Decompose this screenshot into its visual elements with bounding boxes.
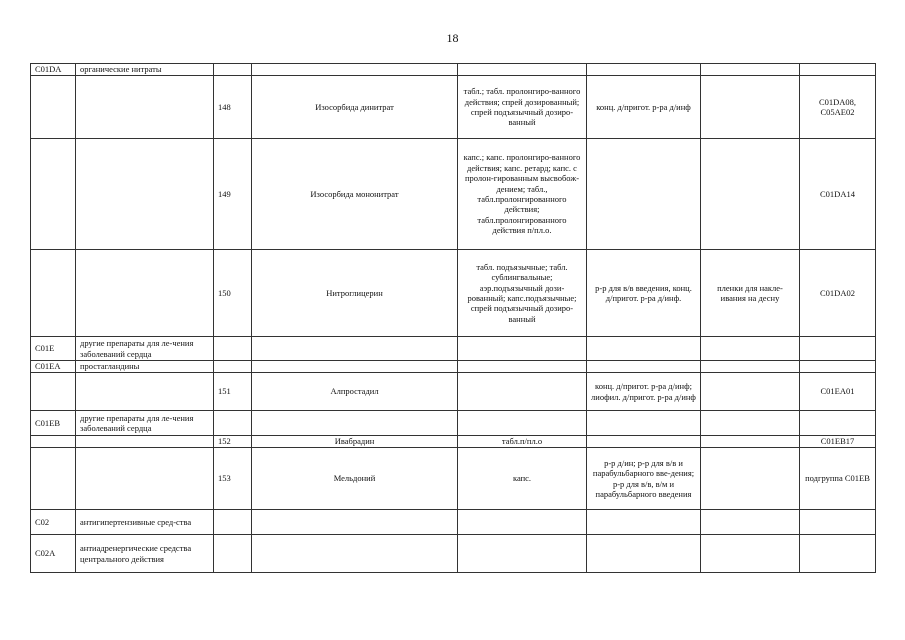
drug-name: Ивабрадин — [252, 436, 458, 448]
dosage-form — [458, 64, 587, 76]
group-name — [76, 373, 214, 411]
atc-code — [800, 361, 876, 373]
atc-code — [800, 337, 876, 361]
dosage-form: табл. подъязычные; табл. сублингвальные; аэр.подъязычный дози-рованный; капс.подъязычные; спрей подъязычный дозиро-ванный — [458, 250, 587, 337]
group-name — [76, 250, 214, 337]
extra-form — [701, 535, 800, 573]
item-number — [214, 411, 252, 436]
atc-group-code: C01EA — [31, 361, 76, 373]
table-row — [31, 139, 876, 250]
atc-code: C01DA08, C05AE02 — [800, 76, 876, 139]
table-row — [31, 337, 876, 361]
atc-group-code: C01DA — [31, 64, 76, 76]
group-name: органические нитраты — [76, 64, 214, 76]
solution-form — [587, 139, 701, 250]
dosage-form: табл.; табл. пролонгиро-ванного действия; спрей дозированный; спрей подъязычный дозиро-ванный — [458, 76, 587, 139]
atc-code — [800, 535, 876, 573]
extra-form — [701, 76, 800, 139]
atc-group-code: C01E — [31, 337, 76, 361]
group-name: антигипертензивные сред-ства — [76, 510, 214, 535]
drug-name — [252, 64, 458, 76]
drug-name: Изосорбида динитрат — [252, 76, 458, 139]
item-number — [214, 337, 252, 361]
atc-code: подгруппа C01EB — [800, 448, 876, 510]
extra-form — [701, 64, 800, 76]
drug-name — [252, 411, 458, 436]
extra-form — [701, 510, 800, 535]
dosage-form: табл.п/пл.о — [458, 436, 587, 448]
solution-form — [587, 510, 701, 535]
drug-name — [252, 510, 458, 535]
solution-form — [587, 535, 701, 573]
item-number — [214, 64, 252, 76]
extra-form — [701, 337, 800, 361]
atc-code: C01EB17 — [800, 436, 876, 448]
group-name: простагландины — [76, 361, 214, 373]
table-row — [31, 373, 876, 411]
item-number — [214, 510, 252, 535]
atc-code — [800, 411, 876, 436]
group-name — [76, 76, 214, 139]
solution-form: конц. д/пригот. р-ра д/инф; лиофил. д/пригот. р-ра д/инф — [587, 373, 701, 411]
drug-name: Нитроглицерин — [252, 250, 458, 337]
drug-name: Мельдоний — [252, 448, 458, 510]
solution-form: р-р д/ин; р-р для в/в и парабульбарного вве-дения; р-р для в/в, в/м и парабульбарного введения — [587, 448, 701, 510]
dosage-form — [458, 411, 587, 436]
atc-group-code — [31, 448, 76, 510]
item-number: 150 — [214, 250, 252, 337]
dosage-form — [458, 373, 587, 411]
solution-form: конц. д/пригот. р-ра д/инф — [587, 76, 701, 139]
item-number: 151 — [214, 373, 252, 411]
extra-form — [701, 373, 800, 411]
atc-code — [800, 510, 876, 535]
table-row — [31, 361, 876, 373]
solution-form — [587, 411, 701, 436]
item-number: 148 — [214, 76, 252, 139]
page-number: 18 — [446, 31, 459, 45]
group-name: другие препараты для ле-чения заболеваний сердца — [76, 411, 214, 436]
drug-table — [30, 63, 876, 573]
atc-code: C01EA01 — [800, 373, 876, 411]
table-row — [31, 411, 876, 436]
table-row — [31, 64, 876, 76]
group-name: другие препараты для ле-чения заболеваний сердца — [76, 337, 214, 361]
dosage-form: капс. — [458, 448, 587, 510]
drug-name: Изосорбида мононитрат — [252, 139, 458, 250]
dosage-form — [458, 337, 587, 361]
group-name: антиадренергические средства центрального действия — [76, 535, 214, 573]
solution-form — [587, 64, 701, 76]
atc-group-code — [31, 139, 76, 250]
atc-group-code — [31, 373, 76, 411]
item-number — [214, 361, 252, 373]
item-number: 152 — [214, 436, 252, 448]
dosage-form — [458, 535, 587, 573]
atc-group-code — [31, 436, 76, 448]
solution-form — [587, 361, 701, 373]
atc-group-code — [31, 76, 76, 139]
dosage-form: капс.; капс. пролонгиро-ванного действия; капс. ретард; капс. с пролон-гированным высвобож-дением; табл., табл.пролонгированного действия; табл.пролонгированного действия п/пл.о. — [458, 139, 587, 250]
solution-form — [587, 337, 701, 361]
table-row — [31, 76, 876, 139]
table-row — [31, 535, 876, 573]
drug-name — [252, 535, 458, 573]
solution-form: р-р для в/в введения, конц. д/пригот. р-ра д/инф. — [587, 250, 701, 337]
group-name — [76, 436, 214, 448]
item-number: 153 — [214, 448, 252, 510]
table-row — [31, 448, 876, 510]
atc-code: C01DA02 — [800, 250, 876, 337]
atc-code — [800, 64, 876, 76]
atc-group-code: C02 — [31, 510, 76, 535]
atc-group-code — [31, 250, 76, 337]
extra-form — [701, 361, 800, 373]
extra-form — [701, 139, 800, 250]
item-number: 149 — [214, 139, 252, 250]
table-row — [31, 510, 876, 535]
group-name — [76, 139, 214, 250]
dosage-form — [458, 361, 587, 373]
dosage-form — [458, 510, 587, 535]
extra-form: пленки для накле-ивания на десну — [701, 250, 800, 337]
drug-name — [252, 337, 458, 361]
drug-name: Алпростадил — [252, 373, 458, 411]
atc-code: C01DA14 — [800, 139, 876, 250]
extra-form — [701, 436, 800, 448]
atc-group-code: C01EB — [31, 411, 76, 436]
extra-form — [701, 411, 800, 436]
extra-form — [701, 448, 800, 510]
table-row — [31, 436, 876, 448]
atc-group-code: C02A — [31, 535, 76, 573]
drug-name — [252, 361, 458, 373]
solution-form — [587, 436, 701, 448]
group-name — [76, 448, 214, 510]
item-number — [214, 535, 252, 573]
table-row — [31, 250, 876, 337]
